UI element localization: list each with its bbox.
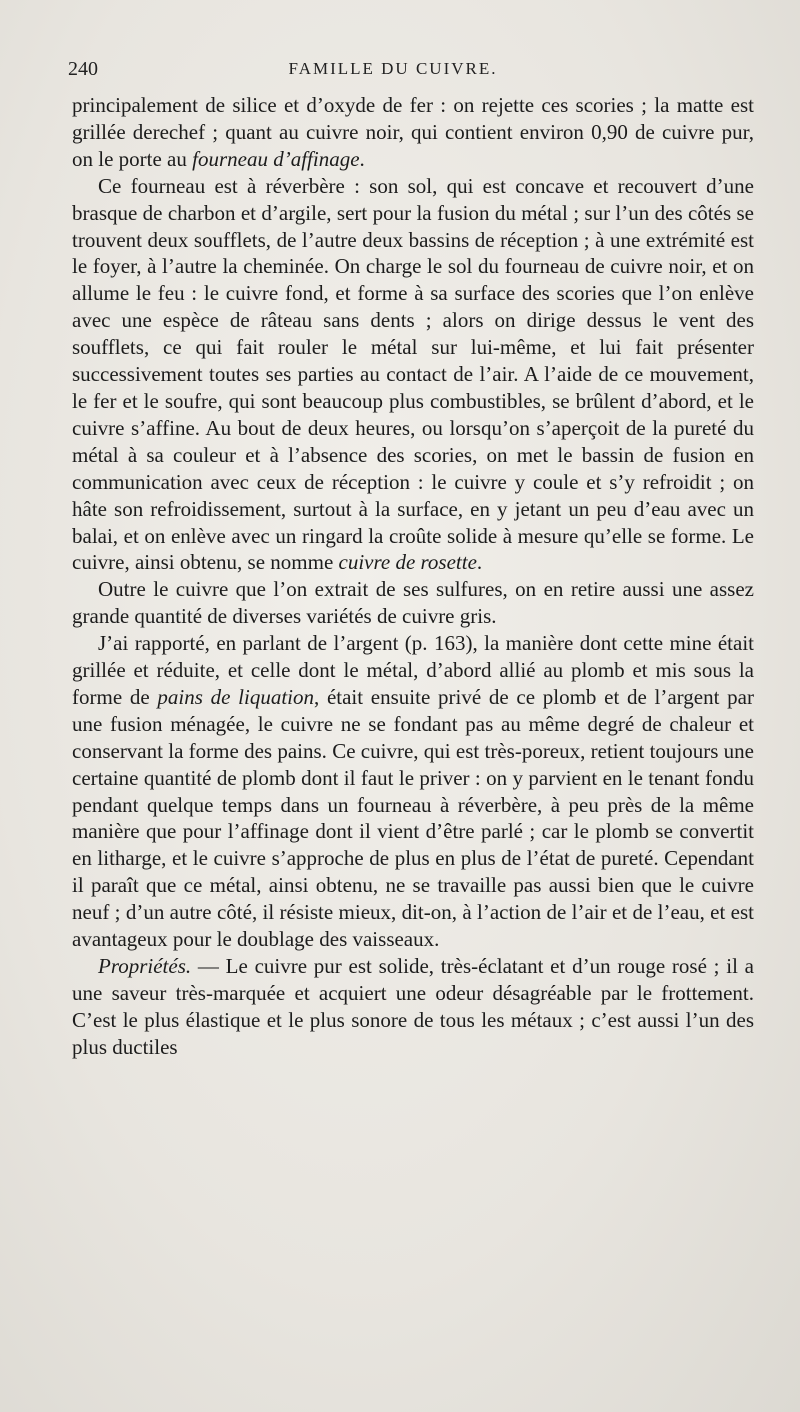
page-number: 240: [68, 58, 98, 80]
section-label-proprietes: Propriétés.: [98, 954, 192, 978]
paragraph-cuivre-gris: Outre le cuivre que l’on extrait de ses sulfures, on en retire aussi une assez grande quantité de diverses variétés de cuivre gris.: [72, 577, 754, 629]
page-header: [68, 58, 758, 84]
term-cuivre-de-rosette: cuivre de rosette: [338, 550, 477, 575]
body-text: [72, 92, 754, 1061]
paragraph-proprietes: Propriétés. — Le cuivre pur est solide, très-éclatant et d’un rouge rosé ; il a une saveur très-marquée et acquiert une odeur désagréable par le frottement. C’est le plus élastique et le plus sonore de tous les métaux ; c’est aussi l’un des plus ductiles: [72, 954, 754, 1059]
term-fourneau-affinage: fourneau d’affinage: [192, 146, 360, 171]
term-pains-de-liquation: pains de liquation: [157, 684, 314, 709]
paragraph-fourneau-reverbere: Ce fourneau est à réverbère : son sol, qui est concave et recouvert d’une brasque de charbon et d’argile, sert pour la fusion du métal ; sur l’un des côtés se trouvent deux soufflets, de l’autre deux bassins de réception ; à une extrémité est le foyer, à l’autre la cheminée. On charge le sol du fourneau de cuivre noir, et on allume le feu : le cuivre fond, et forme à sa surface des scories que l’on enlève avec une espèce de râteau sans dents ; alors on dirige dessus le vent des soufflets, ce qui fait rouler le métal sur lui-même, et lui fait présenter successivement toutes ses parties au contact de l’air. A l’aide de ce mouvement, le fer et le soufre, qui sont beaucoup plus combustibles, se brûlent d’abord, et le cuivre s’affine. Au bout de deux heures, ou lorsqu’on s’aperçoit de la pureté du métal à sa couleur et à l’absence des scories, on met le bassin de fusion en communication avec ceux de réception : le cuivre y coule et s’y refroidit ; on hâte son refroidissement, surtout à la surface, en y jetant un peu d’eau avec un balai, et on enlève avec un ringard la croûte solide à mesure qu’elle se forme. Le cuivre, ainsi obtenu, se nomme cuivre de rosette.: [72, 173, 754, 575]
paragraph-pains-de-liquation: J’ai rapporté, en parlant de l’argent (p. 163), la manière dont cette mine était grillée et réduite, et celle dont le métal, d’abord allié au plomb et mis sous la forme de pains de liquation, était ensuite privé de ce plomb et de l’argent par une fusion ménagée, le cuivre ne se fondant pas au même degré de chaleur et conservant la forme des pains. Ce cuivre, qui est très-poreux, retient toujours une certaine quantité de plomb dont il faut le priver : on y parvient en le tenant fondu pendant quelque temps dans un fourneau à réverbère, à peu près de la même manière que pour l’affinage dont il vient d’être parlé ; car le plomb se convertit en litharge, et le cuivre s’approche de plus en plus de l’état de pureté. Cependant il paraît que ce métal, ainsi obtenu, ne se travaille pas aussi bien que le cuivre neuf ; d’un autre côté, il résiste mieux, dit-on, à l’action de l’air et de l’eau, et est avantageux pour le doublage des vaisseaux.: [72, 631, 754, 952]
running-title: FAMILLE DU CUIVRE.: [288, 59, 498, 78]
paragraph-affinage: principalement de silice et d’oxyde de fer : on rejette ces scories ; la matte est grillée derechef ; quant au cuivre noir, qui contient environ 0,90 de cuivre pur, on le porte au fourneau d’affinage.: [72, 93, 754, 171]
